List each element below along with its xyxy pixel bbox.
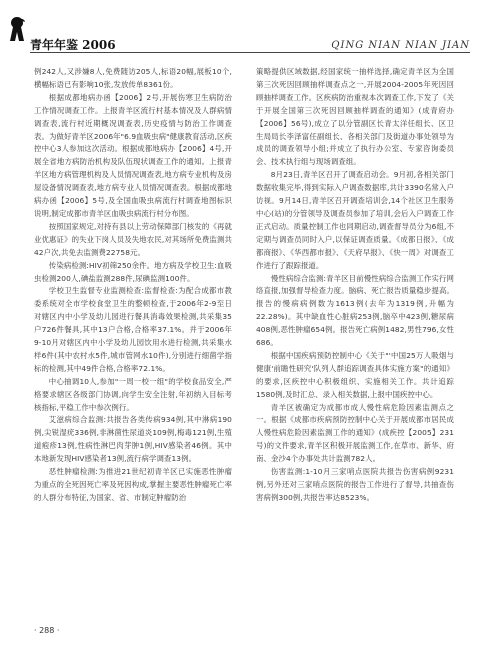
- header-divider: [30, 52, 470, 53]
- paragraph: 恶性肿瘤检测:为推进21世纪初青羊区已实施恶性肿瘤为重点的全死因死亡率及死因构成,掌握主要恶性肿瘤死亡率的人群分布特征,为国家、省、市制定肿瘤防治: [34, 467, 232, 502]
- page-header: [0, 0, 480, 58]
- figure-silhouette-icon: [8, 16, 26, 42]
- right-column: [256, 66, 454, 622]
- paragraph: 学校卫生监督专业监测检查:监督检查:为配合成都市教委系统对全市学校食堂卫生的整顿检查,于2006年2-9至日对辖区内中小学及幼儿园进行餐具消毒效果检测,共采集35户726件餐具,其中13户合格,合格率37.1%。并于2006年9-10月对辖区内中小学及幼儿园饮用水进行检测,共采集水样6件(其中农村水5件,城市管网水10件),分别进行细菌学指标的检测,其中49件合格,合格率72.1%。: [34, 286, 232, 373]
- paragraph: 伤害监测:1-10月三家哨点医院共报告伤害病例9231例,另外还对三家哨点医院的报告工作进行了督导,共抽查伤害病例300例,共报告率达8523%。: [256, 467, 454, 502]
- paragraph: 8月23日,青羊区召开了调查启动会。9月初,各相关部门数据收集完毕,得到实际入户调查数据库,共计3390名常入户访视。9月14日,青羊区召开调查培训会,14个社区卫生服务中心(站)的分管领导及调查员参加了培训,会后入户调查工作正式启动。质量控制工作也同期启动,调查督导员分为6组,不定期与调查员同时入户,以保证调查质量。《成都日报》、《成都商报》、《华西都市报》、《天府早报》、《快一周》对调查工作进行了跟踪报道。: [256, 170, 454, 270]
- left-column: [34, 66, 232, 622]
- header-latin-title: QING NIAN NIAN JIAN: [331, 40, 470, 51]
- paragraph: 按照国家规定,对持有县以上劳动保障部门核发的《再就业优惠证》的失业下岗人员及失地农民,对其场所免费监测共42户次,共免去监测费22758元。: [34, 221, 232, 257]
- paragraph: 例242人,又涉嫌8人,免费随访205人,标语20幅,展板10个,横幅标语已有影响10张,发放传单8361份。: [34, 67, 232, 89]
- paragraph: 策略提供区域数据,经国家统一抽样选择,确定青羊区为全国第三次死因回顾抽样调查点之一,开展2004-2005年死因回顾抽样调查工作。区疾病防治重视本次调查工作,下发了《关于开展全国第三次死因回顾抽样调查的通知》(成青府办【2006】56号),成立了以分管副区长青太洋任组长、区卫生局局长李泽富任副组长、各相关部门及街道办事处领导为成员的调查领导小组;并成立了执行办公室、专家咨询委员会、技术执行组与现场调查组。: [256, 67, 454, 167]
- paragraph: 青羊区被确定为成都市成人慢性病危险因素监测点之一。根据《成都市疾病预防控制中心关于开展成都市居民成人慢性病危险因素监测工作的通知》(成疾控【2005】231号)的文件要求,青羊区积极开展监测工作,在草市、新华、府南、金沙4个办事处共计监测782人。: [256, 402, 454, 464]
- paragraph: 根据成都地病办函【2006】2号,开展伤寒卫生病防治工作情况调查工作。上报青羊区流行村基本情况及人群病情调查表,流行村近期概况调查表,历史疫情与防治工作调查表。为做好青羊区2006年"6.9血吸虫病"健康教育活动,区疾控中心3人参加这次活动。根据成都地病办【2006】4号,开展全省地方病防治机构及队伍现状调查工作的通知。上报青羊区地方病管理机构及人员情况调查表,地方病专业机构及房屋设备情况调查表,地方病专业人员情况调查表。根据成都地病办函【2006】5号,及全国血吸虫病流行村调查地图标识说明,制定成都市青羊区血吸虫病流行村分布图。: [34, 92, 232, 218]
- paragraph: 中心抽调10人,参加"一周一校一组"的学校食品安全,严格要求辖区各级部门协调,向学生安全注射,年初纳入目标考核指标,平稳工作中参次例行。: [34, 376, 232, 412]
- yearbook-title: 青年年鉴 2006: [30, 38, 116, 52]
- paragraph: 慢性病综合监测:青羊区目前慢性病综合监测工作实行网络直报,加强督导检查力度。脑病、死亡报告质量稳步提高。报告的慢病病例数为1613例(去年为1319例,升幅为22.28%)。其中缺血性心脏病253例,脑卒中423例,糖尿病408例,恶性肿瘤654例。报告死亡病例1482,男性796,女性686。: [256, 273, 454, 348]
- paragraph: 艾滋病综合监测:共报告各类传病934例,其中淋病190例,尖锐湿疣336例,非淋菌性尿道炎109例,梅毒121例,生殖道疱疹13例,性病性淋巴肉芽肿1例,HIV感染者46例。其中本地新发现HIV感染者13例,流行病学调查13例。: [34, 415, 232, 464]
- paragraph: 根据中国疾病预防控制中心《关于"'中国25万人吸烟与健康'前瞻性研究'队列人群追踪调查具体实施方案"的通知》的要求,区疾控中心积极组织、实施相关工作。共计追踪1580例,及时汇总、录入相关数据,上报中国疾控中心。: [256, 350, 454, 399]
- page-number: · 288 ·: [34, 626, 60, 635]
- paragraph: 传染病检测:HIV初筛250余件。地方病及学校卫生:血吸虫检测200人,碘盐监测288件,尿碘监测100件。: [34, 260, 232, 283]
